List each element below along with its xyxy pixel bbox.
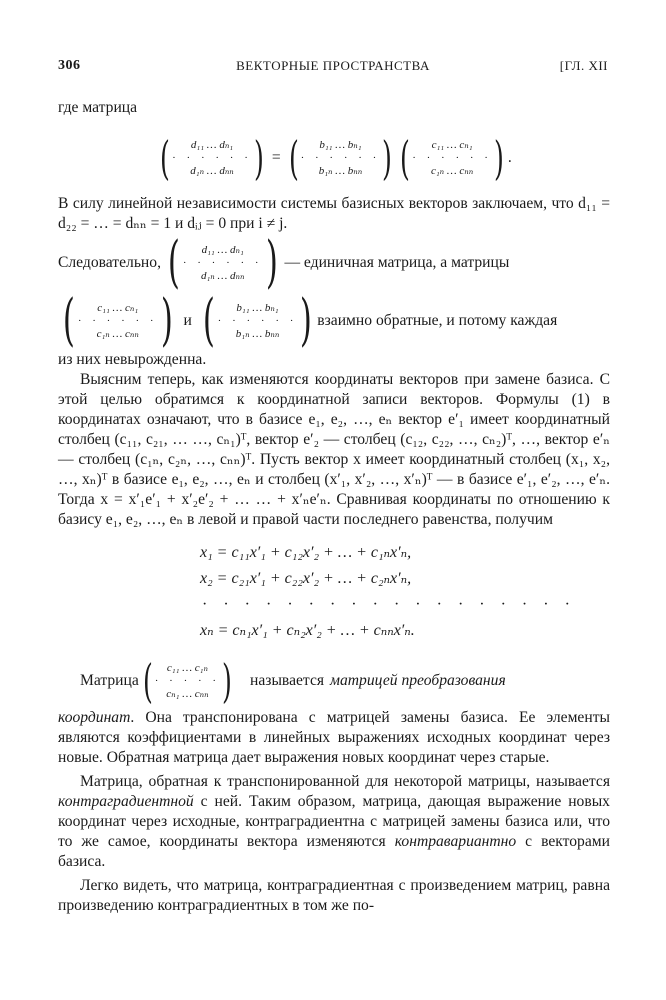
matrix-equation xyxy=(58,128,610,188)
equals-sign: = xyxy=(271,149,281,166)
paragraph-5: Легко видеть, что матрица, контраградиентная с произведением матриц, равна произведению контраградиентных в том же по- xyxy=(58,877,610,914)
paragraph-4: Матрица, обратная к транспонированной для некоторой матрицы, называется контраградиентной с ней. Таким образом, матрица, дающая выражение новых координат через исходные, контраградиентна с матрицей замены базиса или, что то же самое, координаты вектора изменяются контравариантно с векторами базиса. xyxy=(58,773,610,870)
system-row-1: x₁ = c₁₁x′₁ + c₁₂x′₂ + … + c₁ₙx′ₙ, xyxy=(200,544,412,561)
intro-line: где матрица xyxy=(58,99,138,116)
running-header xyxy=(58,58,608,78)
chapter-label: [ГЛ. XII xyxy=(559,58,608,73)
matrix-b-inline: ( b₁₁ … bₙ₁ · · · · · · b₁ₙ … bₙₙ ) xyxy=(202,288,313,353)
matrix-c: ( c₁₁ … cₙ₁ · · · · · · c₁ₙ … cₙₙ ) xyxy=(400,131,504,185)
term-coordinates: координат xyxy=(58,709,131,726)
term-contragredient: контраградиентной xyxy=(58,793,194,810)
system-row-dots: · · · · · · · · · · · · · · · · · · xyxy=(202,596,576,613)
paragraph-1c: ( c₁₁ … cₙ₁ · · · · · · c₁ₙ … cₙₙ ) и ( b₁₁ … bₙ₁ · · · · · · b₁ₙ … bₙₙ ) взаимно обратные, и потому каждая xyxy=(58,292,610,350)
matrix-d: ( d₁₁ … dₙ₁ · · · · · · d₁ₙ … dₙₙ ) xyxy=(160,131,264,185)
paragraph-1d: из них невырожденна. xyxy=(58,351,207,368)
running-title: ВЕКТОРНЫЕ ПРОСТРАНСТВА xyxy=(236,58,430,73)
paragraph-3: координат. Она транспонирована с матрицей замены базиса. Ее элементы являются коэффициентами в линейных выражениях исходных координат через новые. Обратная матрица дает выражения новых координат через старые. xyxy=(58,709,610,766)
matrix-transform: ( c₁₁ … c₁ₙ · · · · · cₙ₁ … cₙₙ ) xyxy=(142,654,232,708)
system-row-n: xₙ = cₙ₁x′₁ + cₙ₂x′₂ + … + cₙₙx′ₙ. xyxy=(200,622,415,639)
paragraph-2: Выясним теперь, как изменяются координаты векторов при замене базиса. С этой целью обратимся к координатной записи векторов. Формулы (1) в координатах означают, что в базисе e₁, e₂, …, eₙ вектор e′₁ имеет координатный столбец (c₁₁, c₂₁, … …, cₙ₁)ᵀ, вектор e′₂ — столбец (c₁₂, c₂₂, …, cₙ₂)ᵀ, …, вектор e′ₙ — столбец (c₁ₙ, c₂ₙ, …, cₙₙ)ᵀ. Пусть вектор x имеет координатный столбец (x₁, x₂, …, xₙ)ᵀ в базисе e₁, e₂, …, eₙ и столбец (x′₁, x′₂, …, x′ₙ)ᵀ — в базисе e′₁, e′₂, …, e′ₙ. Тогда x = x′₁e′₁ + x′₂e′₂ + … … + x′ₙe′ₙ. Сравнивая координаты по отношению к базису e₁, e₂, …, eₙ в левой и правой части последнего равенства, получим xyxy=(58,371,610,528)
term-contravariant: контравариантно xyxy=(394,833,517,850)
term-transform-matrix: матрицей преобразования xyxy=(330,672,506,689)
system-row-2: x₂ = c₂₁x′₁ + c₂₂x′₂ + … + c₂ₙx′ₙ, xyxy=(200,570,412,587)
page-body xyxy=(58,98,610,916)
paragraph-1a: В силу линейной независимости системы базисных векторов заключаем, что d₁₁ = d₂₂ = … = dₙₙ = 1 и dᵢⱼ = 0 при i ≠ j. xyxy=(58,195,610,232)
matrix-d-inline: ( d₁₁ … dₙ₁ · · · · · · d₁ₙ … dₙₙ ) xyxy=(167,230,278,295)
paragraph-3-head: Матрица ( c₁₁ … c₁ₙ · · · · · cₙ₁ … cₙₙ ) называется матрицей преобразования xyxy=(80,654,506,708)
coordinate-system xyxy=(200,540,610,644)
matrix-c-inline: ( c₁₁ … cₙ₁ · · · · · · c₁ₙ … cₙₙ ) xyxy=(62,288,173,353)
page-number: 306 xyxy=(58,58,81,73)
matrix-b: ( b₁₁ … bₙ₁ · · · · · · b₁ₙ … bₙₙ ) xyxy=(288,131,393,185)
equation-period: . xyxy=(507,149,512,166)
paragraph-1b: Следовательно, ( d₁₁ … dₙ₁ · · · · · · d₁ₙ … dₙₙ ) — единичная матрица, а матрицы xyxy=(58,230,510,295)
